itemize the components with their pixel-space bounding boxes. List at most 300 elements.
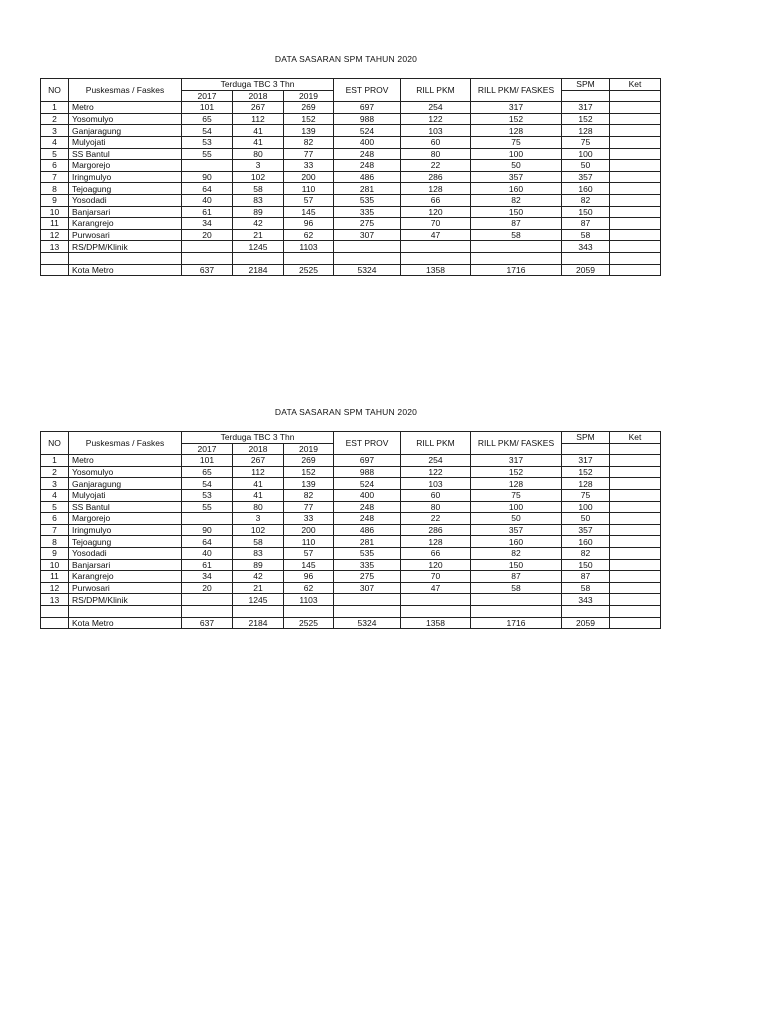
row-no: 4 <box>41 489 69 501</box>
row-ket <box>610 466 661 478</box>
row-2018: 41 <box>233 136 284 148</box>
row-spm: 82 <box>562 547 610 559</box>
row-spm: 357 <box>562 524 610 536</box>
table-row <box>41 102 661 114</box>
row-est-prov: 248 <box>334 513 401 525</box>
total-est-prov: 5324 <box>334 617 401 629</box>
row-est-prov: 307 <box>334 229 401 241</box>
row-no: 3 <box>41 125 69 137</box>
row-no: 12 <box>41 229 69 241</box>
row-spm: 87 <box>562 571 610 583</box>
row-rill-faskes: 317 <box>471 455 562 467</box>
row-name: Margorejo <box>69 513 182 525</box>
row-2019: 57 <box>284 194 334 206</box>
row-2019: 82 <box>284 489 334 501</box>
row-2018: 112 <box>233 466 284 478</box>
row-est-prov: 535 <box>334 194 401 206</box>
total-row <box>41 264 661 276</box>
header-year-2019: 2019 <box>284 443 334 455</box>
row-est-prov: 275 <box>334 218 401 230</box>
row-ket <box>610 455 661 467</box>
row-ket <box>610 571 661 583</box>
total-2019: 2525 <box>284 264 334 276</box>
header-rill-pkm: RILL PKM <box>401 432 471 455</box>
row-2017: 34 <box>182 571 233 583</box>
header-spm-blank <box>562 443 610 455</box>
row-2017: 53 <box>182 489 233 501</box>
row-no: 5 <box>41 148 69 160</box>
row-no: 9 <box>41 547 69 559</box>
row-2019: 77 <box>284 501 334 513</box>
row-2019: 62 <box>284 229 334 241</box>
header-year-2017: 2017 <box>182 443 233 455</box>
total-name: Kota Metro <box>69 264 182 276</box>
row-rill-faskes: 100 <box>471 501 562 513</box>
row-name: Metro <box>69 102 182 114</box>
row-rill-faskes: 58 <box>471 582 562 594</box>
row-2019: 152 <box>284 466 334 478</box>
row-ket <box>610 148 661 160</box>
row-rill-faskes: 75 <box>471 489 562 501</box>
total-no <box>41 617 69 629</box>
row-ket <box>610 524 661 536</box>
row-2019: 33 <box>284 160 334 172</box>
row-ket <box>610 206 661 218</box>
table-row <box>41 160 661 172</box>
header-spm: SPM <box>562 432 610 444</box>
row-no: 11 <box>41 218 69 230</box>
row-2018: 58 <box>233 183 284 195</box>
row-name: SS Bantul <box>69 148 182 160</box>
table-row <box>41 571 661 583</box>
row-2017 <box>182 160 233 172</box>
header-year-2018: 2018 <box>233 443 284 455</box>
row-no: 5 <box>41 501 69 513</box>
row-spm: 317 <box>562 102 610 114</box>
row-2019: 145 <box>284 559 334 571</box>
row-name: Tejoagung <box>69 183 182 195</box>
total-rill-faskes: 1716 <box>471 617 562 629</box>
row-rill-faskes <box>471 241 562 253</box>
row-ket <box>610 478 661 490</box>
row-no: 13 <box>41 594 69 606</box>
table-row <box>41 478 661 490</box>
row-2018: 102 <box>233 524 284 536</box>
row-2019: 110 <box>284 183 334 195</box>
row-rill-pkm <box>401 594 471 606</box>
row-spm: 50 <box>562 160 610 172</box>
header-no: NO <box>41 432 69 455</box>
row-spm: 357 <box>562 171 610 183</box>
row-est-prov: 307 <box>334 582 401 594</box>
row-2019: 200 <box>284 524 334 536</box>
row-ket <box>610 136 661 148</box>
row-spm: 50 <box>562 513 610 525</box>
row-no: 11 <box>41 571 69 583</box>
row-2017: 101 <box>182 455 233 467</box>
row-est-prov: 281 <box>334 536 401 548</box>
header-year-2018: 2018 <box>233 90 284 102</box>
row-spm: 75 <box>562 489 610 501</box>
total-ket <box>610 264 661 276</box>
row-est-prov: 697 <box>334 102 401 114</box>
row-no: 3 <box>41 478 69 490</box>
total-2019: 2525 <box>284 617 334 629</box>
row-2018: 58 <box>233 536 284 548</box>
total-spm: 2059 <box>562 617 610 629</box>
row-rill-faskes: 50 <box>471 513 562 525</box>
row-rill-faskes: 152 <box>471 113 562 125</box>
row-ket <box>610 218 661 230</box>
row-ket <box>610 194 661 206</box>
row-no: 6 <box>41 160 69 172</box>
row-name: Banjarsari <box>69 206 182 218</box>
row-no: 8 <box>41 536 69 548</box>
row-2017: 54 <box>182 125 233 137</box>
row-rill-pkm: 254 <box>401 455 471 467</box>
row-no: 1 <box>41 102 69 114</box>
row-no: 10 <box>41 559 69 571</box>
row-rill-pkm: 66 <box>401 194 471 206</box>
row-2017 <box>182 513 233 525</box>
row-2018: 89 <box>233 559 284 571</box>
row-rill-pkm: 128 <box>401 536 471 548</box>
row-spm: 128 <box>562 478 610 490</box>
row-name: RS/DPM/Klinik <box>69 594 182 606</box>
row-name: Purwosari <box>69 229 182 241</box>
row-spm: 100 <box>562 501 610 513</box>
row-no: 2 <box>41 466 69 478</box>
row-rill-pkm: 70 <box>401 571 471 583</box>
total-row <box>41 617 661 629</box>
row-spm: 150 <box>562 206 610 218</box>
row-rill-faskes: 317 <box>471 102 562 114</box>
total-spm: 2059 <box>562 264 610 276</box>
row-2017: 61 <box>182 559 233 571</box>
row-name: Purwosari <box>69 582 182 594</box>
header-est-prov: EST PROV <box>334 79 401 102</box>
row-rill-pkm: 103 <box>401 125 471 137</box>
row-name: RS/DPM/Klinik <box>69 241 182 253</box>
row-rill-pkm: 254 <box>401 102 471 114</box>
table-row <box>41 218 661 230</box>
row-2019: 269 <box>284 102 334 114</box>
table-row <box>41 513 661 525</box>
table-row <box>41 194 661 206</box>
row-2017 <box>182 594 233 606</box>
row-name: Karangrejo <box>69 571 182 583</box>
spm-table <box>40 78 661 276</box>
blank-row <box>41 605 661 617</box>
header-puskesmas: Puskesmas / Faskes <box>69 79 182 102</box>
total-no <box>41 264 69 276</box>
row-2017: 90 <box>182 524 233 536</box>
row-est-prov: 988 <box>334 466 401 478</box>
row-rill-pkm <box>401 241 471 253</box>
row-2018: 112 <box>233 113 284 125</box>
row-est-prov: 400 <box>334 489 401 501</box>
header-rill-pkm: RILL PKM <box>401 79 471 102</box>
row-rill-faskes: 357 <box>471 171 562 183</box>
table-row <box>41 183 661 195</box>
row-2018: 3 <box>233 513 284 525</box>
row-spm: 82 <box>562 194 610 206</box>
header-ket-blank <box>610 443 661 455</box>
row-est-prov: 535 <box>334 547 401 559</box>
header-ket: Ket <box>610 432 661 444</box>
row-no: 4 <box>41 136 69 148</box>
table-row <box>41 547 661 559</box>
table-row <box>41 148 661 160</box>
total-2018: 2184 <box>233 264 284 276</box>
row-2017: 40 <box>182 194 233 206</box>
row-2017: 40 <box>182 547 233 559</box>
row-name: Yosodadi <box>69 547 182 559</box>
row-name: Tejoagung <box>69 536 182 548</box>
row-ket <box>610 513 661 525</box>
row-ket <box>610 102 661 114</box>
total-rill-pkm: 1358 <box>401 264 471 276</box>
total-name: Kota Metro <box>69 617 182 629</box>
row-rill-faskes: 87 <box>471 571 562 583</box>
row-name: Yosodadi <box>69 194 182 206</box>
table-row <box>41 125 661 137</box>
table-row <box>41 594 661 606</box>
row-2018: 102 <box>233 171 284 183</box>
row-rill-pkm: 80 <box>401 148 471 160</box>
row-rill-pkm: 80 <box>401 501 471 513</box>
row-rill-pkm: 47 <box>401 582 471 594</box>
row-ket <box>610 594 661 606</box>
row-ket <box>610 160 661 172</box>
row-spm: 152 <box>562 466 610 478</box>
row-rill-faskes: 128 <box>471 478 562 490</box>
table-row <box>41 489 661 501</box>
row-ket <box>610 229 661 241</box>
table-row <box>41 536 661 548</box>
header-rill-pkm-faskes: RILL PKM/ FASKES <box>471 79 562 102</box>
row-2018: 41 <box>233 125 284 137</box>
table-row <box>41 229 661 241</box>
row-ket <box>610 241 661 253</box>
row-spm: 75 <box>562 136 610 148</box>
table-row <box>41 582 661 594</box>
row-no: 1 <box>41 455 69 467</box>
row-2017: 65 <box>182 113 233 125</box>
row-name: Ganjaragung <box>69 125 182 137</box>
page-title: DATA SASARAN SPM TAHUN 2020 <box>274 54 418 64</box>
row-est-prov: 697 <box>334 455 401 467</box>
row-spm: 343 <box>562 241 610 253</box>
row-no: 10 <box>41 206 69 218</box>
total-ket <box>610 617 661 629</box>
row-rill-faskes: 58 <box>471 229 562 241</box>
row-rill-faskes: 150 <box>471 206 562 218</box>
row-2019: 269 <box>284 455 334 467</box>
row-rill-pkm: 60 <box>401 489 471 501</box>
row-spm: 317 <box>562 455 610 467</box>
row-name: Yosomulyo <box>69 466 182 478</box>
row-2017: 64 <box>182 183 233 195</box>
row-rill-faskes: 75 <box>471 136 562 148</box>
row-2018: 80 <box>233 501 284 513</box>
row-ket <box>610 125 661 137</box>
row-2019: 96 <box>284 218 334 230</box>
row-2018: 83 <box>233 547 284 559</box>
row-no: 6 <box>41 513 69 525</box>
row-est-prov: 486 <box>334 171 401 183</box>
row-2019: 145 <box>284 206 334 218</box>
row-rill-faskes: 87 <box>471 218 562 230</box>
row-est-prov: 524 <box>334 125 401 137</box>
row-spm: 160 <box>562 183 610 195</box>
table-row <box>41 466 661 478</box>
row-2019: 110 <box>284 536 334 548</box>
row-rill-pkm: 70 <box>401 218 471 230</box>
header-year-2019: 2019 <box>284 90 334 102</box>
row-2018: 3 <box>233 160 284 172</box>
total-2018: 2184 <box>233 617 284 629</box>
row-2017: 90 <box>182 171 233 183</box>
row-name: Mulyojati <box>69 136 182 148</box>
row-ket <box>610 113 661 125</box>
row-spm: 152 <box>562 113 610 125</box>
table-row <box>41 559 661 571</box>
row-name: Banjarsari <box>69 559 182 571</box>
row-est-prov: 248 <box>334 160 401 172</box>
row-est-prov: 988 <box>334 113 401 125</box>
row-name: Mulyojati <box>69 489 182 501</box>
row-2018: 267 <box>233 102 284 114</box>
row-ket <box>610 171 661 183</box>
total-2017: 637 <box>182 264 233 276</box>
row-est-prov <box>334 594 401 606</box>
row-name: Metro <box>69 455 182 467</box>
total-est-prov: 5324 <box>334 264 401 276</box>
row-2017: 34 <box>182 218 233 230</box>
row-rill-faskes: 160 <box>471 183 562 195</box>
row-no: 13 <box>41 241 69 253</box>
total-rill-pkm: 1358 <box>401 617 471 629</box>
row-ket <box>610 536 661 548</box>
row-name: Karangrejo <box>69 218 182 230</box>
row-est-prov <box>334 241 401 253</box>
row-2019: 139 <box>284 478 334 490</box>
row-name: Margorejo <box>69 160 182 172</box>
row-2018: 267 <box>233 455 284 467</box>
row-2017: 53 <box>182 136 233 148</box>
row-ket <box>610 489 661 501</box>
row-2019: 33 <box>284 513 334 525</box>
row-name: Iringmulyo <box>69 524 182 536</box>
row-2018: 21 <box>233 229 284 241</box>
table-row <box>41 524 661 536</box>
row-rill-faskes: 357 <box>471 524 562 536</box>
row-rill-pkm: 66 <box>401 547 471 559</box>
row-rill-faskes: 100 <box>471 148 562 160</box>
row-rill-pkm: 22 <box>401 513 471 525</box>
row-no: 7 <box>41 524 69 536</box>
row-2019: 152 <box>284 113 334 125</box>
row-2017: 64 <box>182 536 233 548</box>
row-est-prov: 275 <box>334 571 401 583</box>
blank-row <box>41 252 661 264</box>
row-name: SS Bantul <box>69 501 182 513</box>
row-spm: 100 <box>562 148 610 160</box>
row-spm: 150 <box>562 559 610 571</box>
row-rill-pkm: 122 <box>401 113 471 125</box>
row-ket <box>610 559 661 571</box>
row-no: 9 <box>41 194 69 206</box>
row-rill-pkm: 128 <box>401 183 471 195</box>
row-rill-faskes: 150 <box>471 559 562 571</box>
row-rill-faskes: 82 <box>471 547 562 559</box>
row-name: Iringmulyo <box>69 171 182 183</box>
row-2019: 82 <box>284 136 334 148</box>
row-2017: 101 <box>182 102 233 114</box>
table-row <box>41 206 661 218</box>
row-no: 12 <box>41 582 69 594</box>
spm-table <box>40 431 661 629</box>
row-2018: 41 <box>233 478 284 490</box>
row-2019: 139 <box>284 125 334 137</box>
row-rill-pkm: 286 <box>401 524 471 536</box>
total-rill-faskes: 1716 <box>471 264 562 276</box>
row-spm: 58 <box>562 229 610 241</box>
row-2017: 61 <box>182 206 233 218</box>
row-ket <box>610 582 661 594</box>
header-puskesmas: Puskesmas / Faskes <box>69 432 182 455</box>
row-spm: 128 <box>562 125 610 137</box>
row-2018: 21 <box>233 582 284 594</box>
row-2019: 57 <box>284 547 334 559</box>
row-rill-pkm: 286 <box>401 171 471 183</box>
row-name: Yosomulyo <box>69 113 182 125</box>
row-est-prov: 524 <box>334 478 401 490</box>
header-ket: Ket <box>610 79 661 91</box>
table-row <box>41 241 661 253</box>
row-est-prov: 281 <box>334 183 401 195</box>
table-row <box>41 501 661 513</box>
header-spm-blank <box>562 90 610 102</box>
row-rill-pkm: 120 <box>401 206 471 218</box>
row-2017: 65 <box>182 466 233 478</box>
row-2018: 80 <box>233 148 284 160</box>
row-2018: 1245 <box>233 241 284 253</box>
row-2018: 42 <box>233 571 284 583</box>
row-2018: 1245 <box>233 594 284 606</box>
row-2018: 83 <box>233 194 284 206</box>
row-est-prov: 400 <box>334 136 401 148</box>
row-ket <box>610 183 661 195</box>
row-ket <box>610 501 661 513</box>
row-2018: 42 <box>233 218 284 230</box>
row-spm: 343 <box>562 594 610 606</box>
row-2019: 1103 <box>284 241 334 253</box>
row-rill-faskes <box>471 594 562 606</box>
row-rill-pkm: 120 <box>401 559 471 571</box>
row-spm: 87 <box>562 218 610 230</box>
row-spm: 160 <box>562 536 610 548</box>
row-rill-faskes: 160 <box>471 536 562 548</box>
row-name: Ganjaragung <box>69 478 182 490</box>
row-2017: 55 <box>182 148 233 160</box>
header-est-prov: EST PROV <box>334 432 401 455</box>
header-spm: SPM <box>562 79 610 91</box>
row-2019: 96 <box>284 571 334 583</box>
row-2017: 55 <box>182 501 233 513</box>
row-rill-faskes: 152 <box>471 466 562 478</box>
